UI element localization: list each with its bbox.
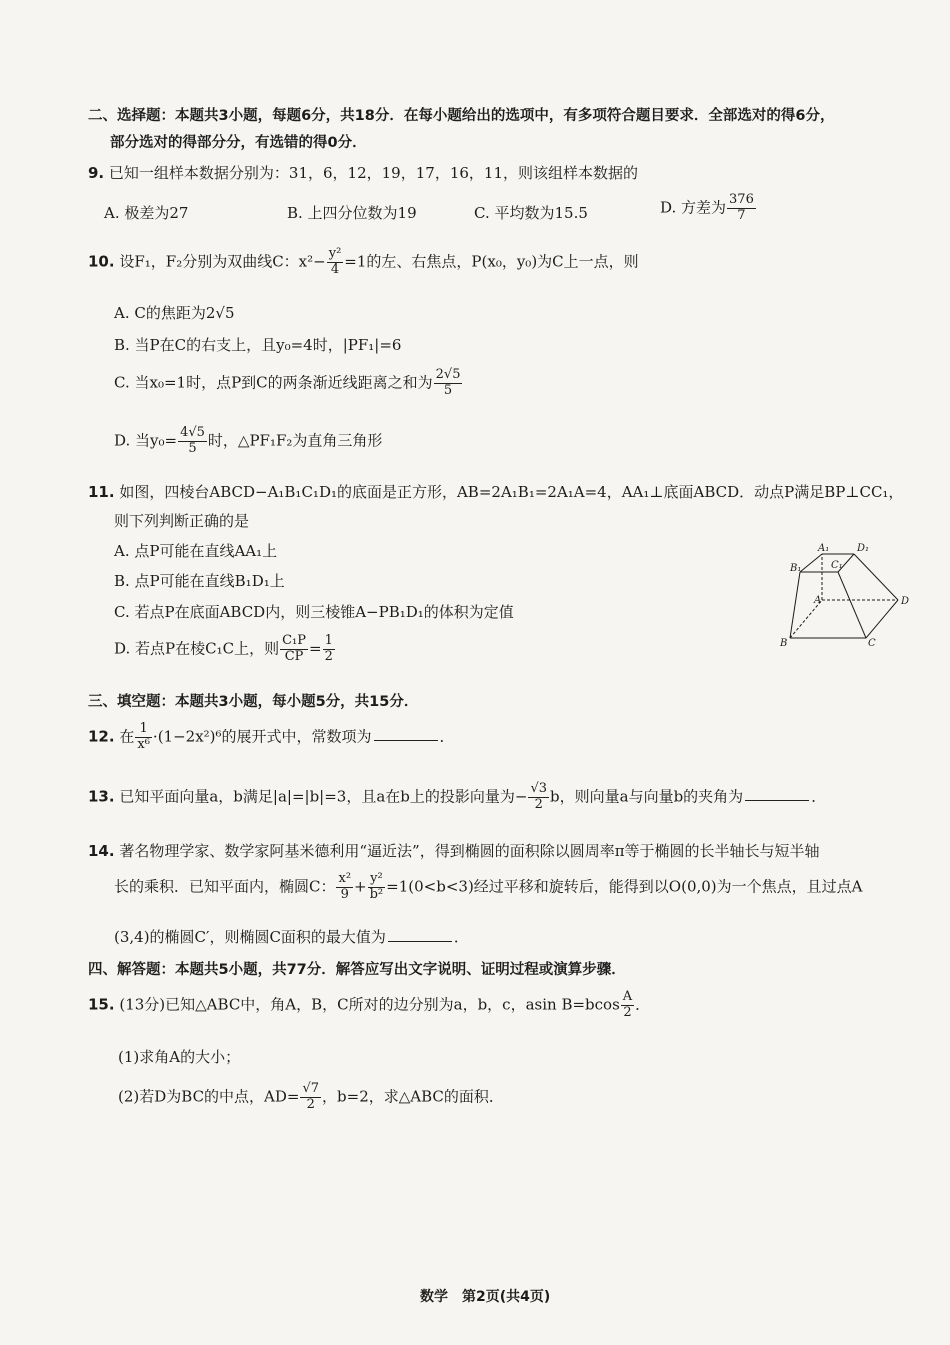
plus-sign: + xyxy=(354,877,367,896)
q11-option-d-fraction2 xyxy=(323,634,335,665)
fraction-denominator: 7 xyxy=(737,207,746,223)
q15-number: 15. xyxy=(88,995,115,1014)
section-three: 三、填空题：本题共3小题，每小题5分，共15分． xyxy=(88,694,419,710)
edge-cc1 xyxy=(838,572,866,638)
q10-option-d-end: 时，△PF₁F₂为直角三角形 xyxy=(207,431,383,450)
q11-stem-line1: 如图，四棱台ABCD−A₁B₁C₁D₁的底面是正方形，AB=2A₁B₁=2A₁A=4，AA₁⊥底面ABCD．动点P满足BP⊥CC₁， xyxy=(119,483,904,501)
q10-option-d-fraction xyxy=(178,426,207,457)
q12-end: ． xyxy=(439,727,455,746)
q9-stem-row xyxy=(88,162,638,183)
q14-fraction-x xyxy=(336,872,353,903)
q12-number: 12. xyxy=(88,727,115,746)
equals-sign: = xyxy=(309,639,322,658)
q10-option-c-text: C. 当x₀=1时，点P到C的两条渐近线距离之和为 xyxy=(114,373,433,392)
q12-row xyxy=(88,722,455,753)
q11-option-d-fraction1 xyxy=(280,634,308,665)
q11-stem-line2: 则下列判断正确的是 xyxy=(114,512,250,530)
label-b1: B₁ xyxy=(790,563,802,574)
label-d: D xyxy=(901,596,910,607)
q9-option-c: C. 平均数为15.5 xyxy=(474,204,588,222)
q13-end: ． xyxy=(811,787,827,806)
fraction-denominator: b² xyxy=(369,886,384,902)
q14-line2-start: 长的乘积．已知平面内，椭圆C： xyxy=(114,877,336,896)
fraction-denominator: 5 xyxy=(443,382,453,398)
fraction-denominator: 2 xyxy=(623,1004,632,1020)
fraction-denominator: 5 xyxy=(188,440,197,456)
label-c: C xyxy=(868,638,876,649)
q13-number: 13. xyxy=(88,787,115,806)
q10-number: 10. xyxy=(88,252,115,271)
q15-part1: (1)求角A的大小； xyxy=(118,1048,241,1066)
fraction-numerator: 4√5 xyxy=(180,425,205,440)
q14-line3-text: (3,4)的椭圆C′，则椭圆C面积的最大值为 xyxy=(114,928,386,946)
fraction-numerator: y² xyxy=(368,872,386,888)
q11-option-a: A. 点P可能在直线AA₁上 xyxy=(114,542,278,560)
label-c1: C₁ xyxy=(831,560,843,571)
q9-option-b: B. 上四分位数为19 xyxy=(287,204,417,222)
q15-stem: (13分)已知△ABC中，角A，B，C所对的边分别为a，b，c，asin B=bcos xyxy=(119,995,620,1014)
q13-answer-blank[interactable] xyxy=(745,786,809,801)
label-a1: A₁ xyxy=(818,543,830,554)
q15-fraction xyxy=(621,990,634,1021)
q15-part2-end: ，b=2，求△ABC的面积． xyxy=(322,1087,504,1106)
fraction-denominator: 4 xyxy=(330,261,340,277)
fraction-denominator: 2 xyxy=(534,796,543,812)
q12-text: ·(1−2x²)⁶的展开式中，常数项为 xyxy=(152,727,372,746)
fraction-numerator: A xyxy=(622,989,633,1004)
edge-dd1 xyxy=(854,554,898,600)
q9-option-a: A. 极差为27 xyxy=(104,204,189,222)
fraction-numerator: √3 xyxy=(530,781,548,796)
q10-option-a: A. C的焦距为2√5 xyxy=(114,304,235,322)
q14-end: ． xyxy=(453,928,469,946)
section-four: 四、解答题：本题共5小题，共77分．解答应写出文字说明、证明过程或演算步骤． xyxy=(88,962,626,978)
q14-fraction-y xyxy=(368,872,386,903)
fraction-numerator: y² xyxy=(328,246,342,261)
q15-part2-fraction xyxy=(300,1082,321,1113)
q9-option-d-fraction xyxy=(727,193,756,224)
q13-text-start: 已知平面向量a，b满足|a|=|b|=3，且a在b上的投影向量为− xyxy=(119,787,528,806)
q11-option-d xyxy=(114,634,336,665)
fraction-numerator: x² xyxy=(338,871,352,886)
section-two-line1: 二、选择题：本题共3小题，每题6分，共18分．在每小题给出的选项中，有多项符合题目要求．全部选对的得6分， xyxy=(88,108,835,124)
fraction-denominator: 2 xyxy=(306,1096,315,1112)
q15-stem-end: ． xyxy=(635,995,651,1014)
q14-line2 xyxy=(114,872,863,903)
q12-fraction xyxy=(135,722,152,753)
edge-bb1 xyxy=(790,572,800,638)
q10-option-d xyxy=(114,426,382,457)
q14-line3 xyxy=(114,926,469,947)
q10-option-d-text: D. 当y₀= xyxy=(114,431,178,450)
q10-option-b: B. 当P在C的右支上，且y₀=4时，|PF₁|=6 xyxy=(114,336,402,354)
fraction-numerator: C₁P xyxy=(282,633,306,648)
q10-stem-end: =1的左、右焦点，P(x₀，y₀)为C上一点，则 xyxy=(344,252,639,271)
q11-stem-row xyxy=(88,481,903,502)
q13-text: b，则向量a与向量b的夹角为 xyxy=(550,787,744,806)
fraction-numerator: 376 xyxy=(729,192,754,207)
q10-stem-row xyxy=(88,247,639,278)
q11-option-d-text: D. 若点P在棱C₁C上，则 xyxy=(114,639,280,658)
section-two-line2: 部分选对的得部分分，有选错的得0分． xyxy=(110,135,367,151)
q15-part2 xyxy=(118,1082,504,1113)
q9-number: 9. xyxy=(88,164,105,182)
q14-line1-row xyxy=(88,840,820,861)
label-b: B xyxy=(780,638,788,649)
edge-b1a1 xyxy=(800,554,822,572)
fraction-denominator: 2 xyxy=(324,648,333,664)
q15-part2-text: (2)若D为BC的中点，AD= xyxy=(118,1087,300,1106)
fraction-numerator: 1 xyxy=(324,633,333,648)
q10-option-c xyxy=(114,368,463,399)
edge-cd xyxy=(866,600,898,638)
fraction-denominator: x⁶ xyxy=(137,736,150,752)
q12-text-start: 在 xyxy=(119,727,135,746)
q12-answer-blank[interactable] xyxy=(374,726,438,741)
q14-line1: 著名物理学家、数学家阿基米德利用“逼近法”，得到椭圆的面积除以圆周率π等于椭圆的长半轴长与短半轴 xyxy=(119,842,820,860)
q11-option-c: C. 若点P在底面ABCD内，则三棱锥A−PB₁D₁的体积为定值 xyxy=(114,603,514,621)
q13-row xyxy=(88,782,826,813)
q13-fraction xyxy=(528,782,549,813)
page-footer: 数学 第2页(共4页) xyxy=(420,1289,551,1305)
q11-option-b: B. 点P可能在直线B₁D₁上 xyxy=(114,572,285,590)
q10-option-c-fraction xyxy=(434,368,463,399)
q9-option-d xyxy=(660,193,757,224)
q9-option-d-label: D. 方差为 xyxy=(660,198,727,217)
frustum-diagram xyxy=(778,540,918,650)
q14-line2-end: =1(0<b<3)经过平移和旋转后，能得到以O(0,0)为一个焦点，且过点A xyxy=(386,877,863,896)
fraction-numerator: 1 xyxy=(135,722,152,738)
q15-stem-row xyxy=(88,990,650,1021)
label-a: A xyxy=(814,595,822,606)
fraction-denominator: CP xyxy=(284,648,304,664)
fraction-numerator: √7 xyxy=(302,1081,320,1096)
q11-number: 11. xyxy=(88,483,115,501)
q14-number: 14. xyxy=(88,842,115,860)
q9-stem: 已知一组样本数据分别为：31，6，12，19，17，16，11，则该组样本数据的 xyxy=(108,164,638,182)
fraction-denominator: 9 xyxy=(340,886,349,902)
fraction-numerator: 2√5 xyxy=(435,367,461,382)
frustum-figure xyxy=(778,540,918,650)
label-d1: D₁ xyxy=(857,543,870,554)
q14-answer-blank[interactable] xyxy=(388,927,452,942)
q10-stem-start: 设F₁，F₂分别为双曲线C：x²− xyxy=(119,252,326,271)
q10-stem-fraction xyxy=(327,247,344,278)
